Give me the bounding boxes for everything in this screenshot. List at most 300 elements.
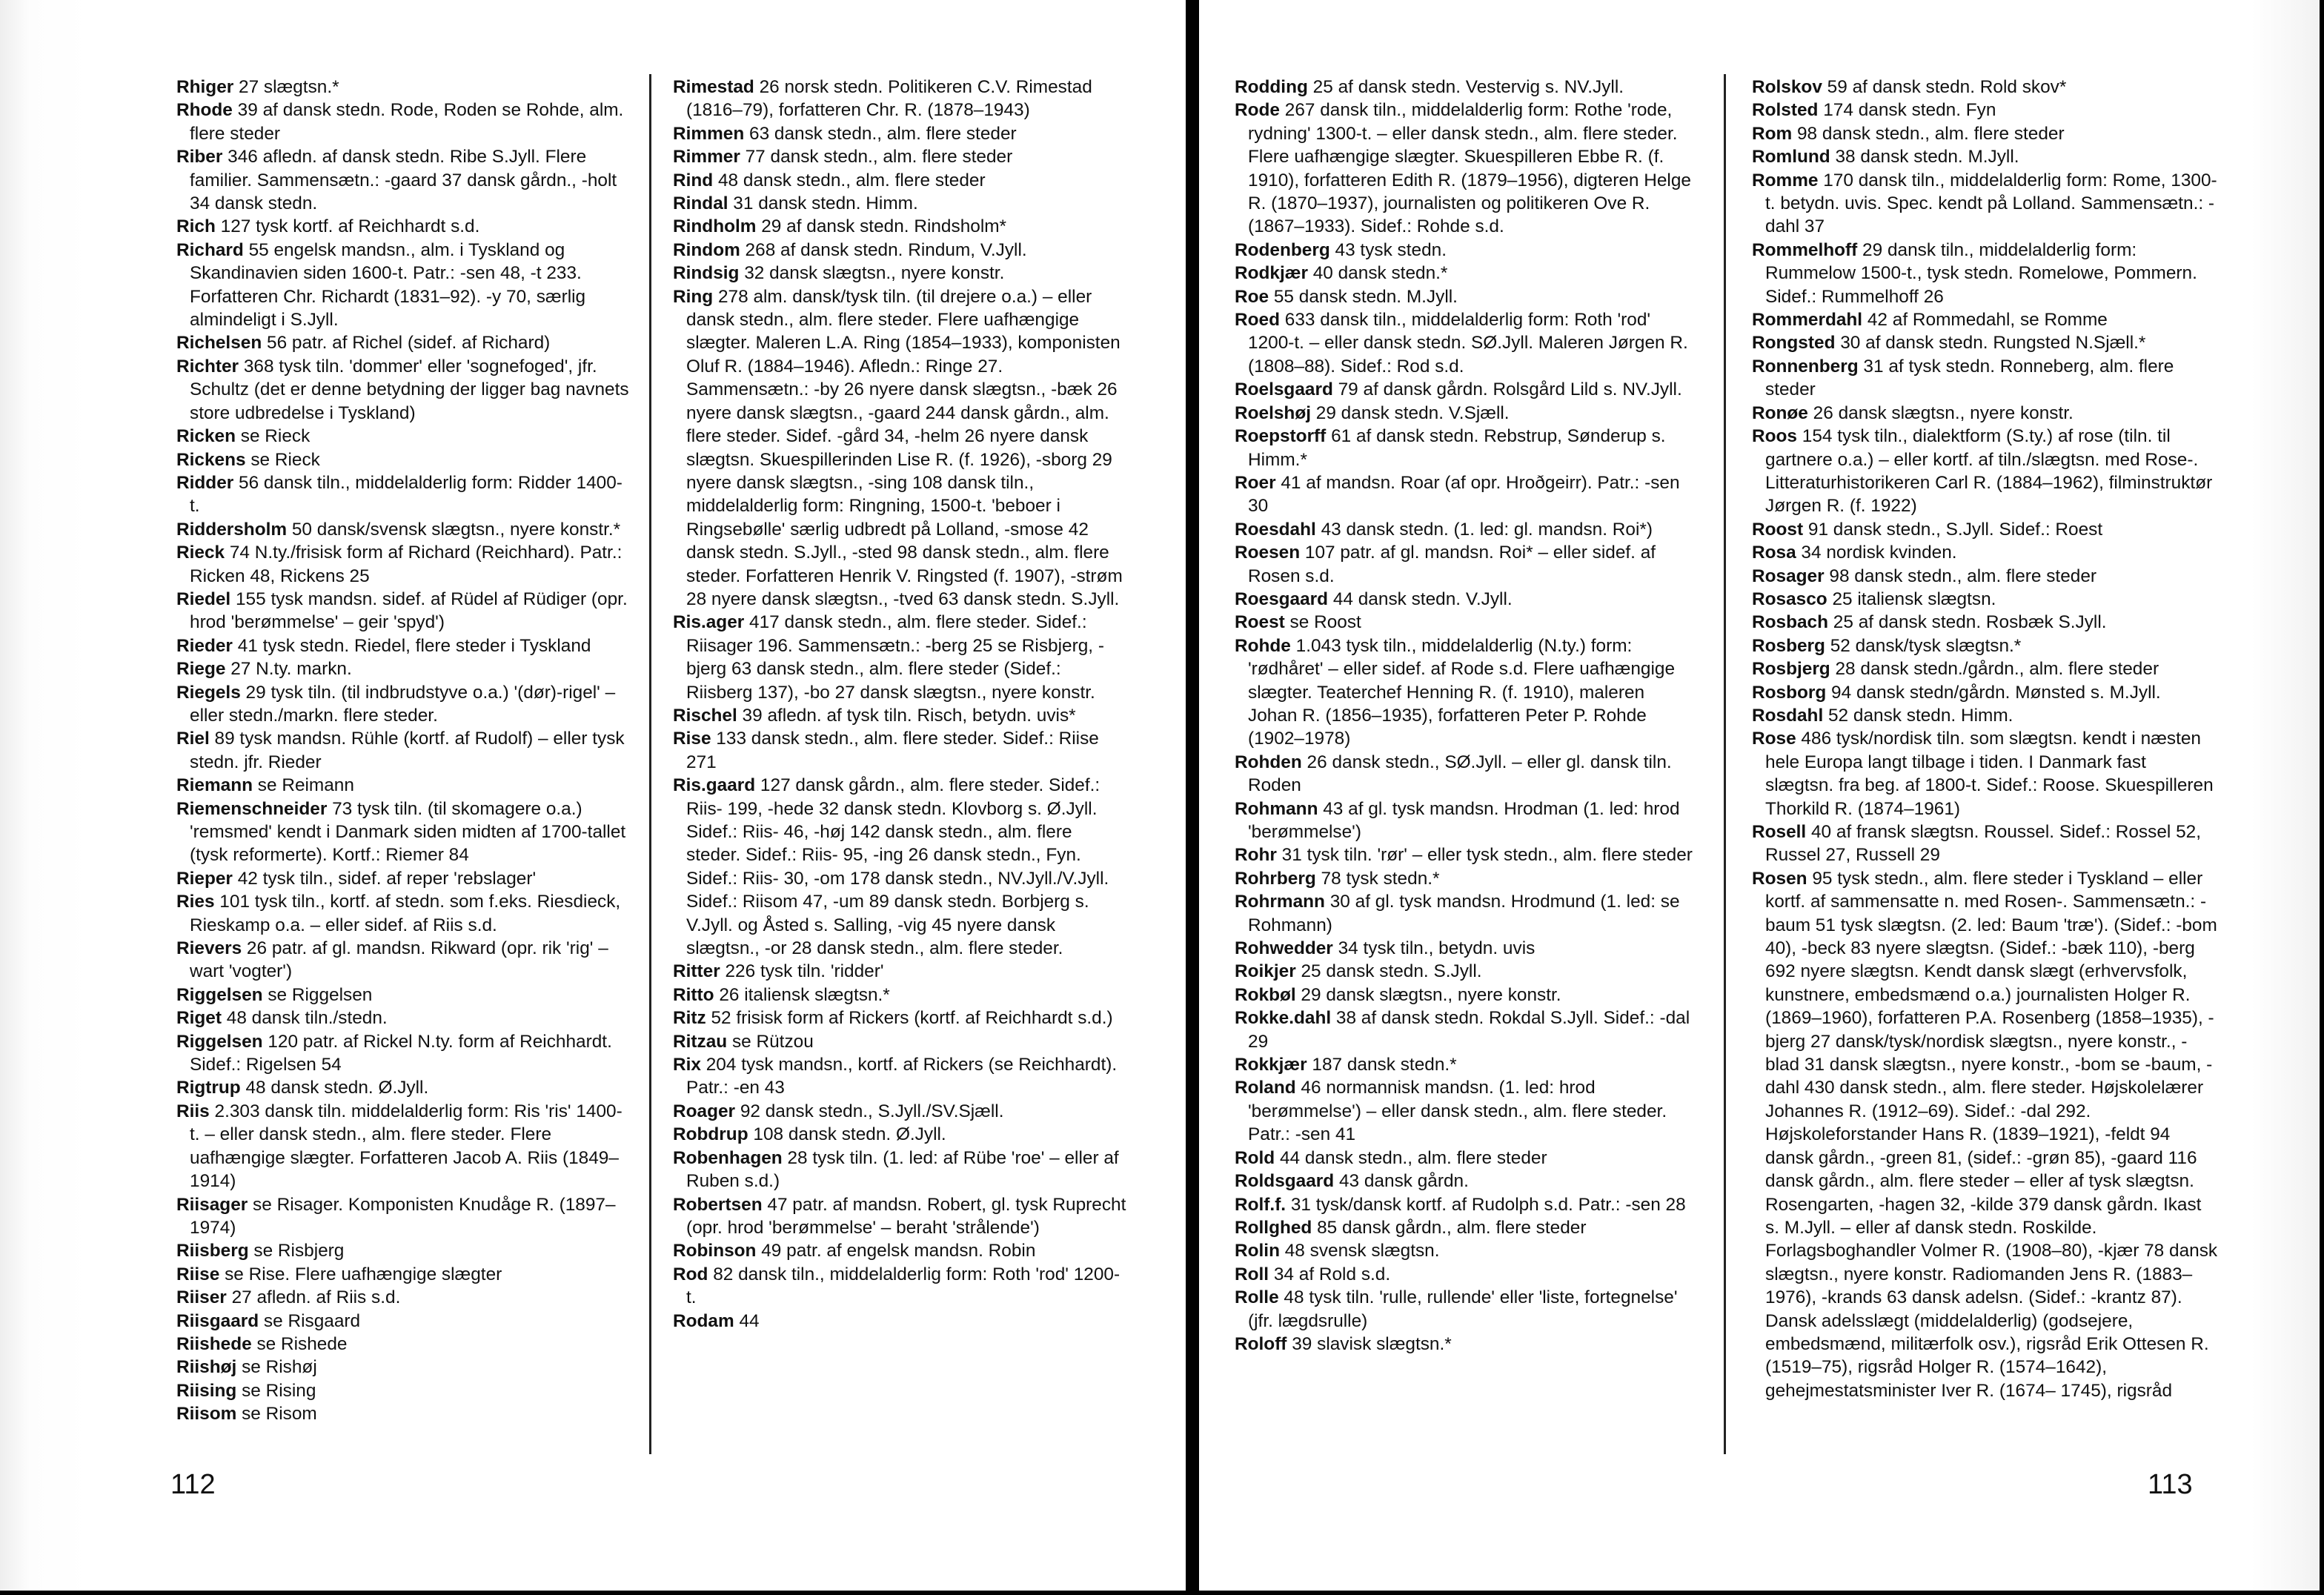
entry-headword: Rosasco — [1752, 588, 1827, 609]
dictionary-entry — [673, 239, 1126, 262]
dictionary-entry — [1235, 960, 1699, 983]
dictionary-entry — [1235, 843, 1699, 866]
entry-text: 42 af Rommedahl, se Romme — [1862, 310, 2108, 331]
dictionary-entry — [1235, 518, 1699, 541]
entry-text: 25 af dansk stedn. Vestervig s. NV.Jyll. — [1307, 77, 1624, 97]
dictionary-entry — [176, 518, 632, 541]
entry-headword: Rold — [1235, 1147, 1275, 1168]
right-page — [1199, 0, 2320, 1591]
entry-text: 26 patr. af gl. mandsn. Rikward (opr. rik 'rig' – wart 'vogter') — [190, 938, 608, 982]
dictionary-entry — [176, 239, 632, 332]
entry-headword: Riber — [176, 147, 223, 168]
entry-headword: Rose — [1752, 729, 1796, 749]
entry-headword: Roldsgaard — [1235, 1171, 1335, 1192]
entry-text: se Rieck — [245, 449, 320, 470]
entry-text: 28 tysk tiln. (1. led: af Rübe 'roe' – eller af Ruben s.d.) — [686, 1147, 1119, 1192]
entry-headword: Riggelsen — [176, 1031, 263, 1052]
dictionary-entry — [673, 1263, 1126, 1310]
entry-text: 39 afledn. af tysk tiln. Risch, betydn. uvis* — [737, 705, 1076, 726]
dictionary-entry — [1235, 1053, 1699, 1076]
entry-text: 77 dansk stedn., alm. flere steder — [740, 147, 1013, 168]
dictionary-entry — [673, 1310, 1126, 1333]
entry-headword: Rohden — [1235, 752, 1302, 772]
dictionary-entry — [1752, 76, 2219, 99]
dictionary-entry — [176, 1263, 632, 1286]
dictionary-entry — [176, 448, 632, 471]
dictionary-entry — [673, 262, 1126, 285]
entry-headword: Riemenschneider — [176, 798, 328, 819]
entry-text: 61 af dansk stedn. Rebstrup, Sønderup s. Himm.* — [1248, 426, 1666, 470]
dictionary-entry — [1235, 1239, 1699, 1262]
entry-text: 38 dansk stedn. M.Jyll. — [1830, 147, 2019, 168]
dictionary-entry — [1235, 1007, 1699, 1053]
dictionary-entry — [673, 215, 1126, 238]
entry-headword: Roepstorff — [1235, 426, 1327, 447]
dictionary-entry — [1752, 541, 2219, 564]
dictionary-entry — [176, 867, 632, 890]
entry-text: se Rützou — [727, 1031, 814, 1052]
entry-text: 31 dansk stedn. Himm. — [728, 193, 918, 214]
dictionary-entry — [1235, 984, 1699, 1007]
entry-headword: Riget — [176, 1008, 222, 1029]
entry-text: 40 af fransk slægtsn. Roussel. Sidef.: Rossel 52, Russel 27, Russell 29 — [1765, 822, 2201, 866]
entry-text: 59 af dansk stedn. Rold skov* — [1822, 77, 2067, 97]
dictionary-entry — [176, 1379, 632, 1402]
entry-headword: Roos — [1752, 426, 1797, 447]
dictionary-entry — [176, 798, 632, 867]
entry-text: 107 patr. af gl. mandsn. Roi* – eller sidef. af Rosen s.d. — [1248, 543, 1656, 586]
entry-text: 29 dansk stedn. V.Sjæll. — [1311, 402, 1510, 423]
entry-text: 486 tysk/nordisk tiln. som slægtsn. kendt i næsten hele Europa langt tilbage i tiden. I Danmark fast slægtsn. fra beg. af 1800-t. Sidef.: Roose. Skuespilleren Thorkild R. (1874–1961) — [1765, 729, 2214, 819]
entry-text: 63 dansk stedn., alm. flere steder — [744, 123, 1017, 144]
entry-headword: Riddersholm — [176, 519, 288, 540]
entry-text: 48 tysk tiln. 'rulle, rullende' eller 'liste, fortegnelse' (jfr. lægdsrulle) — [1248, 1287, 1678, 1331]
entry-headword: Ris.ager — [673, 612, 745, 633]
dictionary-entry — [673, 122, 1126, 145]
entry-text: 155 tysk mandsn. sidef. af Rüdel af Rüdiger (opr. hrod 'berømmelse' – geir 'spyd') — [190, 588, 628, 633]
dictionary-entry — [1235, 1263, 1699, 1286]
entry-headword: Rosbjerg — [1752, 659, 1830, 680]
dictionary-entry — [1752, 331, 2219, 354]
entry-headword: Rolle — [1235, 1287, 1279, 1308]
dictionary-entry — [176, 984, 632, 1007]
dictionary-entry — [673, 1147, 1126, 1193]
entry-text: 98 dansk stedn., alm. flere steder — [1792, 123, 2065, 144]
entry-text: 417 dansk stedn., alm. flere steder. Sidef.: Riisager 196. Sammensætn.: -berg 25 se Risbjerg, -bjerg 63 dansk stedn., alm. flere steder (Sidef.: Riisberg 137), -bo 27 dansk slægtsn., nyere konstr. — [686, 612, 1104, 703]
entry-headword: Rischel — [673, 705, 737, 726]
entry-text: 48 dansk stedn. Ø.Jyll. — [240, 1078, 429, 1098]
entry-text: 32 dansk slægtsn., nyere konstr. — [739, 263, 1005, 284]
entry-text: 26 dansk stedn., SØ.Jyll. – eller gl. dansk tiln. Roden — [1248, 752, 1672, 796]
dictionary-entry — [1235, 634, 1699, 751]
dictionary-entry — [176, 471, 632, 518]
dictionary-entry — [1235, 541, 1699, 588]
entry-text: 39 af dansk stedn. Rode, Roden se Rohde, alm. flere steder — [190, 100, 624, 144]
entry-headword: Riiser — [176, 1287, 227, 1308]
entry-headword: Rindal — [673, 193, 728, 214]
entry-headword: Rongsted — [1752, 333, 1836, 354]
dictionary-entry — [176, 588, 632, 634]
entry-headword: Rommerdahl — [1752, 310, 1863, 331]
entry-headword: Ricken — [176, 426, 236, 447]
entry-headword: Rimmen — [673, 123, 745, 144]
entry-headword: Rollghed — [1235, 1217, 1312, 1238]
dictionary-entry — [176, 681, 632, 728]
dictionary-entry — [176, 215, 632, 238]
entry-headword: Riege — [176, 659, 226, 680]
entry-headword: Rohrmann — [1235, 892, 1325, 912]
dictionary-entry — [1752, 588, 2219, 611]
dictionary-entry — [176, 1402, 632, 1425]
dictionary-entry — [1235, 1193, 1699, 1216]
entry-headword: Roer — [1235, 472, 1276, 493]
entry-text: se Rising — [236, 1380, 316, 1401]
entry-text: se Risgaard — [259, 1310, 361, 1331]
dictionary-entry — [673, 285, 1126, 611]
entry-text: 30 af gl. tysk mandsn. Hrodmund (1. led: se Rohmann) — [1248, 892, 1680, 935]
dictionary-entry — [1752, 169, 2219, 239]
dictionary-entry — [176, 1193, 632, 1240]
dictionary-entry — [176, 1286, 632, 1309]
entry-text: 94 dansk stedn/gårdn. Mønsted s. M.Jyll. — [1826, 682, 2161, 703]
entry-text: 170 dansk tiln., middelalderlig form: Rome, 1300-t. betydn. uvis. Spec. kendt på Lolland. Sammensætn.: -dahl 37 — [1765, 170, 2217, 237]
entry-headword: Rod — [673, 1264, 708, 1284]
entry-text: 26 italiensk slægtsn.* — [714, 984, 890, 1005]
entry-text: 127 dansk gårdn., alm. flere steder. Sidef.: Riis- 199, -hede 32 dansk stedn. Klovborg s. Ø.Jyll. Sidef.: Riis- 46, -høj 142 dansk stedn., alm. flere steder. Sidef.: Riis- 95, -ing 26 dansk stedn., Fyn. Sidef.: Riis- 30, -om 178 dansk stedn., NV.Jyll./V.Jyll. Sidef.: Riisom 47, -um 89 dansk stedn. Borbjerg s. V.Jyll. og Åsted s. Salling, -vig 45 nyere dansk slægtsn., -or 28 dansk stedn., alm. flere steder. — [686, 775, 1109, 959]
entry-headword: Richard — [176, 239, 244, 260]
entry-text: 29 dansk slægtsn., nyere konstr. — [1295, 984, 1561, 1005]
column-right-2 — [1752, 76, 2219, 1402]
dictionary-entry — [1752, 99, 2219, 122]
entry-text: 30 af dansk stedn. Rungsted N.Sjæll.* — [1835, 333, 2146, 354]
dictionary-entry — [1235, 1216, 1699, 1239]
entry-headword: Rosager — [1752, 566, 1825, 586]
dictionary-entry — [673, 76, 1126, 122]
entry-headword: Riel — [176, 729, 210, 749]
dictionary-entry — [176, 774, 632, 797]
entry-headword: Rodam — [673, 1310, 734, 1331]
entry-text: 26 norsk stedn. Politikeren C.V. Rimestad (1816–79), forfatteren Chr. R. (1878–1943) — [686, 77, 1092, 121]
page-number: 112 — [170, 1469, 216, 1500]
dictionary-entry — [1235, 611, 1699, 634]
dictionary-entry — [176, 1100, 632, 1193]
entry-text: 48 svensk slægtsn. — [1279, 1241, 1440, 1261]
entry-headword: Rosell — [1752, 822, 1807, 842]
entry-headword: Ritto — [673, 984, 714, 1005]
entry-headword: Riedel — [176, 588, 231, 609]
dictionary-entry — [673, 1053, 1126, 1100]
entry-headword: Roest — [1235, 612, 1285, 633]
entry-headword: Rieder — [176, 635, 233, 656]
entry-headword: Robinson — [673, 1241, 757, 1261]
dictionary-entry — [1235, 588, 1699, 611]
entry-headword: Rigtrup — [176, 1078, 241, 1098]
entry-text: 34 nordisk kvinden. — [1796, 543, 1957, 563]
dictionary-entry — [1752, 145, 2219, 168]
entry-headword: Rieck — [176, 543, 225, 563]
entry-headword: Riisager — [176, 1194, 248, 1215]
entry-headword: Rimmer — [673, 147, 740, 168]
dictionary-entry — [176, 145, 632, 215]
entry-text: 56 patr. af Richel (sidef. af Richard) — [262, 333, 551, 354]
entry-text: 91 dansk stedn., S.Jyll. Sidef.: Roest — [1803, 519, 2103, 540]
entry-text: 82 dansk tiln., middelalderlig form: Roth 'rod' 1200-t. — [686, 1264, 1120, 1308]
entry-text: 52 frisisk form af Rickers (kortf. af Reichhardt s.d.) — [706, 1008, 1113, 1029]
dictionary-entry — [176, 99, 632, 145]
dictionary-entry — [1235, 867, 1699, 890]
dictionary-entry — [176, 1310, 632, 1333]
entry-headword: Riegels — [176, 682, 241, 703]
entry-headword: Rise — [673, 729, 711, 749]
dictionary-entry — [176, 890, 632, 937]
entry-headword: Rosberg — [1752, 635, 1825, 656]
entry-headword: Rokkjær — [1235, 1055, 1307, 1075]
dictionary-entry — [673, 192, 1126, 215]
entry-text: se Risager. Komponisten Knudåge R. (1897–1974) — [190, 1194, 616, 1238]
dictionary-entry — [673, 169, 1126, 192]
entry-text: 52 dansk stedn. Himm. — [1823, 705, 2013, 726]
entry-text: 41 tysk stedn. Riedel, flere steder i Tyskland — [232, 635, 591, 656]
dictionary-entry — [1235, 262, 1699, 285]
entry-headword: Rokbøl — [1235, 984, 1296, 1005]
dictionary-entry — [673, 727, 1126, 774]
entry-headword: Roesen — [1235, 543, 1301, 563]
entry-headword: Rode — [1235, 100, 1280, 121]
dictionary-entry — [1235, 890, 1699, 937]
dictionary-entry — [1752, 727, 2219, 820]
dictionary-entry — [1235, 285, 1699, 308]
dictionary-entry — [176, 1007, 632, 1029]
entry-text: 46 normannisk mandsn. (1. led: hrod 'berømmelse') – eller dansk stedn., alm. flere steder. Patr.: -sen 41 — [1248, 1078, 1667, 1145]
dictionary-entry — [176, 1333, 632, 1356]
entry-text: 25 dansk stedn. S.Jyll. — [1295, 961, 1482, 982]
entry-text: 25 af dansk stedn. Rosbæk S.Jyll. — [1828, 612, 2107, 633]
entry-text: se Rieck — [235, 426, 311, 447]
dictionary-entry — [1235, 471, 1699, 518]
entry-headword: Richter — [176, 356, 239, 377]
column-divider — [1724, 74, 1726, 1454]
entry-text: 39 slavisk slægtsn.* — [1286, 1333, 1452, 1354]
entry-text: 27 slægtsn.* — [233, 77, 339, 97]
entry-text: 127 tysk kortf. af Reichhardt s.d. — [215, 216, 480, 237]
entry-text: 55 dansk stedn. M.Jyll. — [1269, 286, 1458, 307]
entry-headword: Riemann — [176, 775, 253, 796]
entry-headword: Riise — [176, 1264, 220, 1284]
entry-text: 133 dansk stedn., alm. flere steder. Sidef.: Riise 271 — [686, 729, 1099, 772]
entry-headword: Ries — [176, 892, 215, 912]
dictionary-entry — [673, 611, 1126, 704]
entry-text: 29 dansk tiln., middelalderlig form: Rummelow 1500-t., tysk stedn. Romelowe, Pommern. Sidef.: Rummelhoff 26 — [1765, 239, 2197, 307]
entry-headword: Rolf.f. — [1235, 1194, 1286, 1215]
entry-headword: Rosbach — [1752, 612, 1829, 633]
dictionary-entry — [1752, 565, 2219, 588]
dictionary-entry — [1235, 1076, 1699, 1146]
entry-headword: Rohwedder — [1235, 938, 1333, 959]
entry-headword: Rom — [1752, 123, 1793, 144]
dictionary-entry — [1752, 122, 2219, 145]
dictionary-entry — [673, 1100, 1126, 1123]
dictionary-entry — [673, 145, 1126, 168]
entry-headword: Riis — [176, 1101, 210, 1121]
dictionary-entry — [673, 774, 1126, 960]
entry-text: 101 tysk tiln., kortf. af stedn. som f.eks. Riesdieck, Rieskamp o.a. – eller sidef. af Riis s.d. — [190, 892, 621, 935]
entry-text: 204 tysk mandsn., kortf. af Rickers (se Reichhardt). Patr.: -en 43 — [686, 1055, 1118, 1098]
entry-text: 267 dansk tiln., middelalderlig form: Rothe 'rode, rydning' 1300-t. – eller dansk stedn., alm. flere steder. Flere uafhængige slægter. Skuespilleren Ebbe R. (f. 1910), forfatteren Edith R. (1879–1956), digteren Helge R. (1870–1937), journalisten og politikeren Ove R. (1867–1933). Sidef.: Rohde s.d. — [1248, 100, 1691, 237]
entry-headword: Roelshøj — [1235, 402, 1311, 423]
entry-headword: Rickens — [176, 449, 246, 470]
entry-text: 40 dansk stedn.* — [1307, 263, 1448, 284]
entry-headword: Roost — [1752, 519, 1804, 540]
entry-text: 174 dansk stedn. Fyn — [1818, 100, 1996, 121]
entry-headword: Rindsig — [673, 263, 740, 284]
dictionary-entry — [1752, 634, 2219, 657]
entry-headword: Riishøj — [176, 1357, 237, 1378]
entry-text: 50 dansk/svensk slægtsn., nyere konstr.* — [287, 519, 621, 540]
entry-text: 89 tysk mandsn. Rühle (kortf. af Rudolf) – eller tysk stedn. jfr. Rieder — [190, 729, 625, 772]
entry-text: 85 dansk gårdn., alm. flere steder — [1312, 1217, 1587, 1238]
entry-text: se Riggelsen — [262, 984, 373, 1005]
entry-headword: Rimestad — [673, 77, 754, 97]
entry-headword: Ridder — [176, 472, 234, 493]
dictionary-entry — [1752, 425, 2219, 518]
entry-headword: Rievers — [176, 938, 242, 959]
dictionary-entry — [673, 1123, 1126, 1146]
entry-headword: Rokke.dahl — [1235, 1008, 1332, 1029]
dictionary-entry — [1752, 867, 2219, 1402]
entry-headword: Rolskov — [1752, 77, 1822, 97]
dictionary-entry — [1752, 239, 2219, 308]
entry-headword: Roesdahl — [1235, 519, 1316, 540]
entry-headword: Rolsted — [1752, 100, 1819, 121]
entry-text: 42 tysk tiln., sidef. af reper 'rebslager' — [232, 868, 537, 889]
dictionary-entry — [176, 355, 632, 425]
entry-text: 55 engelsk mandsn., alm. i Tyskland og Skandinavien siden 1600-t. Patr.: -sen 48, -t 233. Forfatteren Chr. Richardt (1831–92). -y 70, særlig almindeligt i S.Jyll. — [190, 239, 586, 331]
entry-headword: Ronøe — [1752, 402, 1808, 423]
entry-headword: Rindom — [673, 239, 740, 260]
dictionary-entry — [1235, 76, 1699, 99]
entry-text: 108 dansk stedn. Ø.Jyll. — [748, 1124, 946, 1145]
entry-text: 31 af tysk stedn. Ronneberg, alm. flere steder — [1765, 356, 2174, 400]
dictionary-entry — [1235, 308, 1699, 378]
entry-headword: Ritter — [673, 961, 720, 982]
dictionary-entry — [1752, 657, 2219, 680]
dictionary-entry — [176, 541, 632, 588]
entry-headword: Rosa — [1752, 543, 1796, 563]
entry-headword: Rosen — [1752, 868, 1807, 889]
entry-headword: Roesgaard — [1235, 588, 1329, 609]
entry-text: 48 dansk tiln./stedn. — [221, 1008, 388, 1029]
entry-headword: Robertsen — [673, 1194, 763, 1215]
column-divider — [649, 74, 651, 1454]
dictionary-entry — [673, 1007, 1126, 1029]
dictionary-entry — [673, 960, 1126, 983]
entry-text: 52 dansk/tysk slægtsn.* — [1825, 635, 2022, 656]
entry-headword: Roe — [1235, 286, 1269, 307]
entry-text: se Reimann — [253, 775, 354, 796]
entry-headword: Romme — [1752, 170, 1819, 190]
dictionary-entry — [673, 984, 1126, 1007]
entry-headword: Roed — [1235, 310, 1280, 331]
entry-headword: Ris.gaard — [673, 775, 756, 796]
entry-text: 47 patr. af mandsn. Robert, gl. tysk Ruprecht (opr. hrod 'berømmelse' – beraht 'strålende') — [686, 1194, 1126, 1238]
entry-text: 56 dansk tiln., middelalderlig form: Ridder 1400-t. — [190, 472, 622, 517]
entry-headword: Rommelhoff — [1752, 239, 1858, 260]
dictionary-entry — [1235, 937, 1699, 960]
entry-text: 44 dansk stedn., alm. flere steder — [1275, 1147, 1547, 1168]
dictionary-entry — [1752, 518, 2219, 541]
dictionary-entry — [1235, 751, 1699, 798]
entry-headword: Rohde — [1235, 635, 1291, 656]
entry-headword: Rodenberg — [1235, 239, 1330, 260]
entry-text: 27 N.ty. markn. — [225, 659, 352, 680]
entry-headword: Rodkjær — [1235, 263, 1308, 284]
entry-headword: Riisberg — [176, 1241, 249, 1261]
entry-text: 78 tysk stedn.* — [1315, 868, 1440, 889]
dictionary-entry — [176, 634, 632, 657]
dictionary-entry — [1752, 355, 2219, 402]
entry-text: se Risbjerg — [248, 1241, 345, 1261]
entry-text: 633 dansk tiln., middelalderlig form: Roth 'rod' 1200-t. – eller dansk stedn. SØ.Jyll. Maleren Jørgen R. (1808–88). Sidef.: Rod s.d. — [1248, 310, 1688, 377]
entry-text: se Rishøj — [236, 1357, 317, 1378]
entry-headword: Robdrup — [673, 1124, 748, 1145]
entry-text: 31 tysk/dansk kortf. af Rudolph s.d. Patr.: -sen 28 — [1286, 1194, 1686, 1215]
entry-headword: Rohmann — [1235, 798, 1318, 819]
entry-headword: Riggelsen — [176, 984, 263, 1005]
dictionary-entry — [673, 1193, 1126, 1240]
entry-text: 92 dansk stedn., S.Jyll./SV.Sjæll. — [735, 1101, 1004, 1121]
entry-text: 29 af dansk stedn. Rindsholm* — [756, 216, 1007, 237]
entry-text: 38 af dansk stedn. Rokdal S.Jyll. Sidef.: -dal 29 — [1248, 1008, 1690, 1052]
entry-headword: Robenhagen — [673, 1147, 783, 1168]
entry-headword: Riising — [176, 1380, 237, 1401]
entry-headword: Rieper — [176, 868, 233, 889]
entry-headword: Roland — [1235, 1078, 1296, 1098]
entry-text: 278 alm. dansk/tysk tiln. (til drejere o.a.) – eller dansk stedn., alm. flere steder. Flere uafhængige slægter. Maleren L.A. Ring (1854–1933), komponisten Oluf R. (1884–1946). Afledn.: Ringe 27. Sammensætn.: -by 26 nyere dansk slægtsn., -bæk 26 nyere dansk slægtsn., -gaard 244 dansk gårdn., alm. flere steder. Sidef. -gård 34, -helm 26 nyere dansk slægtsn. Skuespillerinden Lise R. (f. 1926), -sborg 29 nyere dansk slægtsn., -sing 108 dansk tiln., middelalderlig form: Ringning, 1500-t. 'beboer i Ringsebølle' særlig udbredt på Lolland, -smose 42 dansk stedn. S.Jyll., -sted 98 dansk stedn., alm. flere steder. Forfatteren Henrik V. Ringsted (f. 1907), -strøm 28 nyere dansk slægtsn., -tved 63 dansk stedn. S.Jyll. — [686, 286, 1123, 609]
dictionary-entry — [1235, 402, 1699, 425]
dictionary-entry — [1752, 611, 2219, 634]
dictionary-entry — [176, 727, 632, 774]
entry-text: se Risom — [236, 1404, 317, 1425]
entry-headword: Ring — [673, 286, 714, 307]
entry-headword: Rich — [176, 216, 216, 237]
entry-headword: Rix — [673, 1055, 701, 1075]
entry-headword: Roll — [1235, 1264, 1269, 1284]
entry-text: 49 patr. af engelsk mandsn. Robin — [756, 1241, 1036, 1261]
dictionary-entry — [1752, 402, 2219, 425]
entry-headword: Riishede — [176, 1333, 252, 1354]
entry-text: 43 dansk stedn. (1. led: gl. mandsn. Roi*) — [1315, 519, 1653, 540]
entry-text: 79 af dansk gårdn. Rolsgård Lild s. NV.Jyll. — [1332, 379, 1682, 400]
entry-text: 27 afledn. af Riis s.d. — [226, 1287, 401, 1308]
dictionary-entry — [1235, 99, 1699, 238]
entry-headword: Richelsen — [176, 333, 262, 354]
column-left-1 — [176, 76, 632, 1426]
dictionary-entry — [176, 1030, 632, 1077]
entry-text: 43 dansk gårdn. — [1334, 1171, 1469, 1192]
entry-text: se Rise. Flere uafhængige slægter — [219, 1264, 502, 1284]
entry-headword: Rolin — [1235, 1241, 1280, 1261]
dictionary-entry — [1235, 239, 1699, 262]
entry-headword: Rohrberg — [1235, 868, 1316, 889]
dictionary-entry — [176, 425, 632, 448]
dictionary-entry — [1235, 1333, 1699, 1356]
entry-headword: Romlund — [1752, 147, 1830, 168]
dictionary-entry — [1752, 820, 2219, 867]
entry-text: 44 dansk stedn. V.Jyll. — [1328, 588, 1513, 609]
entry-headword: Rosdahl — [1752, 705, 1824, 726]
dictionary-entry — [1235, 1286, 1699, 1333]
entry-headword: Ritz — [673, 1008, 706, 1029]
